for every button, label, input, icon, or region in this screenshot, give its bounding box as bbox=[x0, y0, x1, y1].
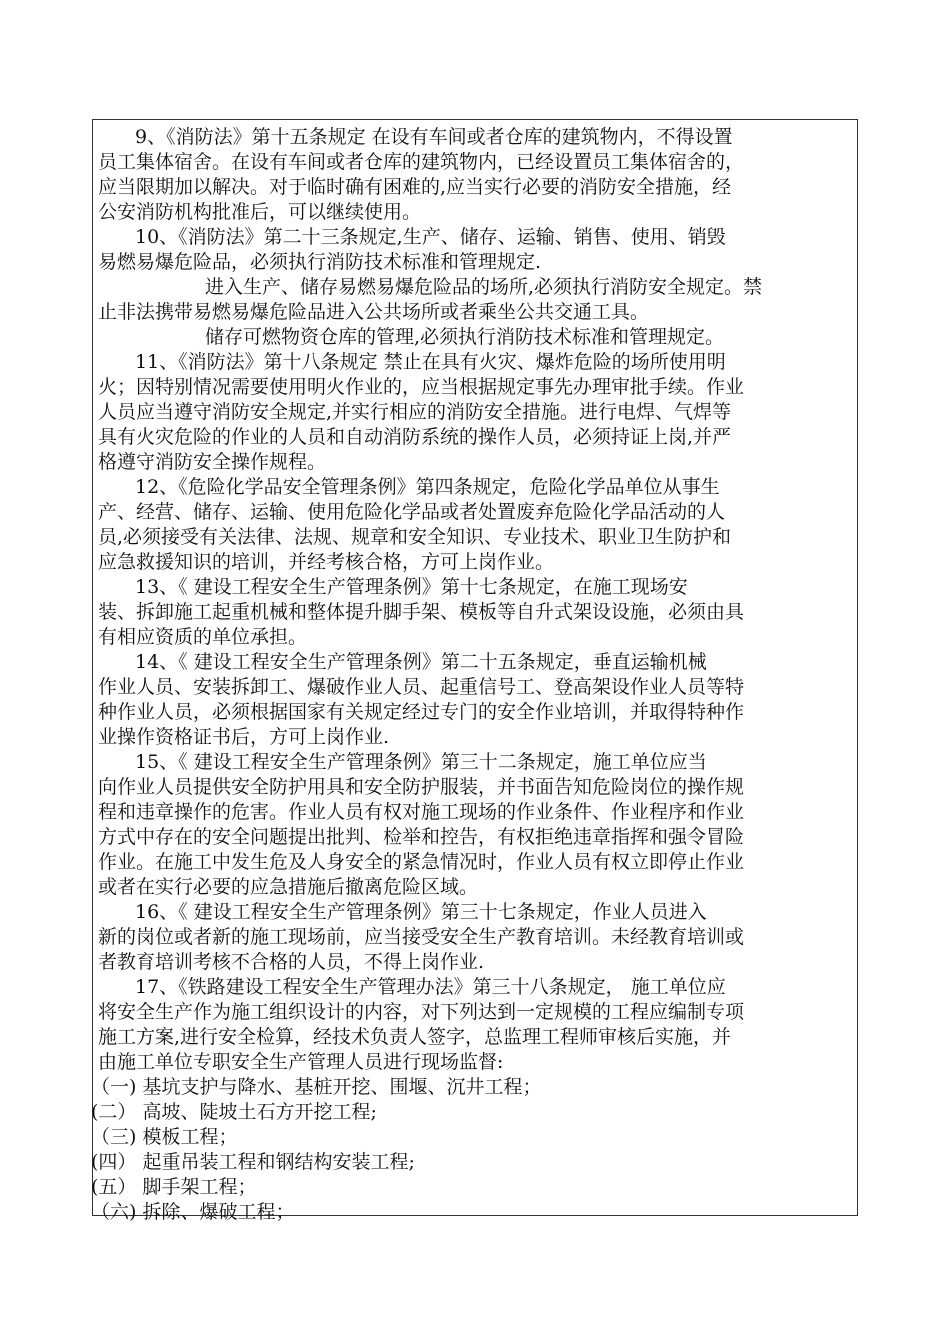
text-line-44: （六) 拆除、爆破工程； bbox=[91, 1201, 295, 1223]
text-line-41: （三) 模板工程； bbox=[91, 1126, 238, 1148]
text-line-28: 程和违章操作的危害。作业人员有权对施工现场的作业条件、作业程序和作业 bbox=[98, 801, 745, 823]
text-line-30: 作业。在施工中发生危及人身安全的紧急情况时，作业人员有权立即停止作业 bbox=[98, 851, 745, 873]
text-line-42: (四） 起重吊装工程和钢结构安装工程; bbox=[91, 1151, 415, 1173]
text-line-2: 员工集体宿舍。在设有车间或者仓库的建筑物内，已经设置员工集体宿舍的， bbox=[98, 151, 745, 173]
text-line-31: 或者在实行必要的应急措施后撤离危险区域。 bbox=[98, 876, 479, 898]
text-line-9: 储存可燃物资仓库的管理,必须执行消防技术标准和管理规定。 bbox=[205, 326, 725, 348]
text-line-39: （一) 基坑支护与降水、基桩开挖、围堰、沉井工程； bbox=[91, 1076, 542, 1098]
text-line-23: 作业人员、安装拆卸工、爆破作业人员、起重信号工、登高架设作业人员等特 bbox=[98, 676, 745, 698]
text-line-1: 9、《消防法》第十五条规定 在设有车间或者仓库的建筑物内，不得设置 bbox=[135, 126, 733, 148]
text-line-22: 14、《 建设工程安全生产管理条例》第二十五条规定，垂直运输机械 bbox=[135, 651, 707, 673]
text-line-13: 具有火灾危险的作业的人员和自动消防系统的操作人员，必须持证上岗,并严 bbox=[98, 426, 732, 448]
text-line-11: 火；因特别情况需要使用明火作业的，应当根据规定事先办理审批手续。作业 bbox=[98, 376, 745, 398]
text-line-36: 将安全生产作为施工组织设计的内容，对下列达到一定规模的工程应编制专项 bbox=[98, 1001, 745, 1023]
text-line-7: 进入生产、储存易燃易爆危险品的场所,必须执行消防安全规定。禁 bbox=[205, 276, 763, 298]
text-line-32: 16、《 建设工程安全生产管理条例》第三十七条规定，作业人员进入 bbox=[135, 901, 707, 923]
text-line-14: 格遵守消防安全操作规程。 bbox=[98, 451, 327, 473]
text-line-12: 人员应当遵守消防安全规定,并实行相应的消防安全措施。进行电焊、气焊等 bbox=[98, 401, 732, 423]
text-line-16: 产、经营、储存、运输、使用危险化学品或者处置废弃危险化学品活动的人 bbox=[98, 501, 726, 523]
text-line-33: 新的岗位或者新的施工现场前，应当接受安全生产教育培训。未经教育培训或 bbox=[98, 926, 745, 948]
text-line-15: 12、《危险化学品安全管理条例》第四条规定，危险化学品单位从事生 bbox=[135, 476, 720, 498]
text-line-37: 施工方案,进行安全检算，经技术负责人签字，总监理工程师审核后实施，并 bbox=[98, 1026, 732, 1048]
text-line-25: 业操作资格证书后，方可上岗作业. bbox=[98, 726, 390, 748]
text-line-10: 11、《消防法》第十八条规定 禁止在具有火灾、爆炸危险的场所使用明 bbox=[135, 351, 726, 373]
text-line-34: 者教育培训考核不合格的人员，不得上岗作业. bbox=[98, 951, 485, 973]
text-line-26: 15、《 建设工程安全生产管理条例》第三十二条规定，施工单位应当 bbox=[135, 751, 707, 773]
text-line-19: 13、《 建设工程安全生产管理条例》第十七条规定，在施工现场安 bbox=[135, 576, 688, 598]
content-frame bbox=[91, 119, 858, 1223]
text-line-17: 员,必须接受有关法律、法规、规章和安全知识、专业技术、职业卫生防护和 bbox=[98, 526, 732, 548]
text-line-4: 公安消防机构批准后，可以继续使用。 bbox=[98, 201, 422, 223]
text-line-20: 装、拆卸施工起重机械和整体提升脚手架、模板等自升式架设设施，必须由具 bbox=[98, 601, 745, 623]
text-line-29: 方式中存在的安全问题提出批判、检举和控告，有权拒绝违章指挥和强令冒险 bbox=[98, 826, 745, 848]
text-line-5: 10、《消防法》第二十三条规定,生产、储存、运输、销售、使用、销毁 bbox=[135, 226, 726, 248]
text-line-43: (五） 脚手架工程； bbox=[91, 1176, 257, 1198]
text-line-40: (二） 高坡、陡坡土石方开挖工程; bbox=[91, 1101, 377, 1123]
text-line-35: 17、《铁路建设工程安全生产管理办法》第三十八条规定， 施工单位应 bbox=[135, 976, 726, 998]
text-line-24: 种作业人员，必须根据国家有关规定经过专门的安全作业培训，并取得特种作 bbox=[98, 701, 745, 723]
text-line-3: 应当限期加以解决。对于临时确有困难的,应当实行必要的消防安全措施，经 bbox=[98, 176, 732, 198]
text-line-6: 易燃易爆危险品，必须执行消防技术标准和管理规定. bbox=[98, 251, 542, 273]
text-line-8: 止非法携带易燃易爆危险品进入公共场所或者乘坐公共交通工具。 bbox=[98, 301, 650, 323]
text-line-21: 有相应资质的单位承担。 bbox=[98, 626, 308, 648]
text-line-38: 由施工单位专职安全生产管理人员进行现场监督: bbox=[98, 1051, 504, 1073]
text-line-27: 向作业人员提供安全防护用具和安全防护服装，并书面告知危险岗位的操作规 bbox=[98, 776, 745, 798]
text-line-18: 应急救援知识的培训，并经考核合格，方可上岗作业。 bbox=[98, 551, 555, 573]
